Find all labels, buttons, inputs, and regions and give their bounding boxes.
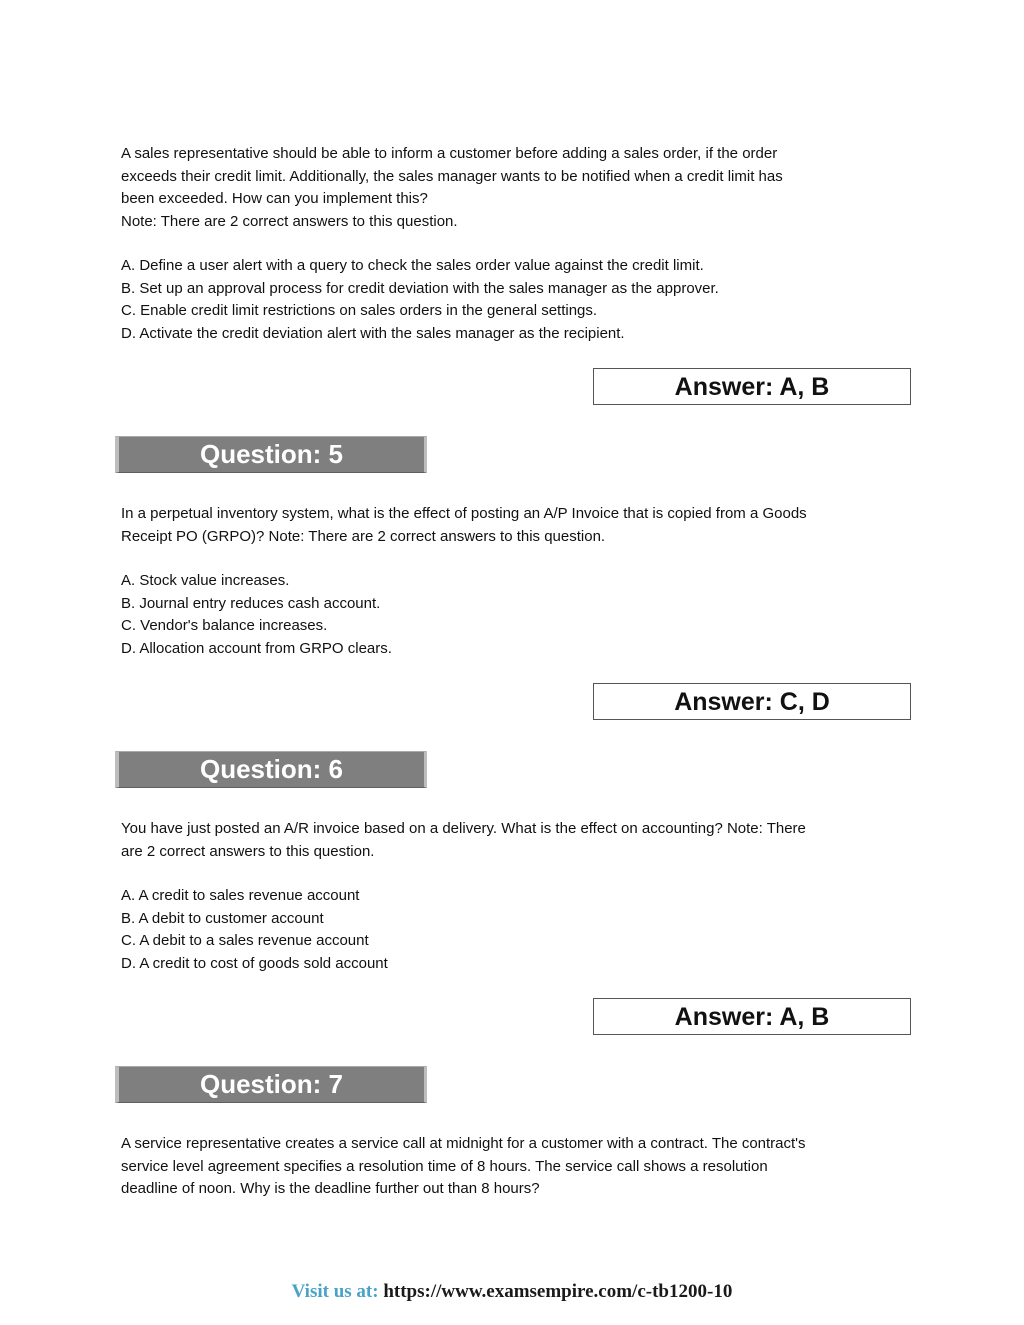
question-6-answer: Answer: A, B [593, 998, 911, 1035]
question-7-heading: Question: 7 [115, 1066, 427, 1103]
question-5-heading: Question: 5 [115, 436, 427, 473]
question-4-stem: A sales representative should be able to inform a customer before adding a sales order, if the order exceeds their credit limit. Additionally, the sales manager wants to be notified when a credit limit has been exceeded. How can you implement this? Note: There are 2 correct answers to this question. [121, 145, 783, 230]
question-4-options: A. Define a user alert with a query to check the sales order value against the credit limit. B. Set up an approval process for credit deviation with the sales manager as the approver. C. Enable credit limit restrictions on sales orders in the general settings. D. Activate the credit deviation alert with the sales manager as the recipient. [121, 257, 719, 342]
question-6-options: A. A credit to sales revenue account B. A debit to customer account C. A debit to a sales revenue account D. A credit to cost of goods sold account [121, 887, 388, 972]
question-5-answer: Answer: C, D [593, 683, 911, 720]
question-5-options: A. Stock value increases. B. Journal entry reduces cash account. C. Vendor's balance increases. D. Allocation account from GRPO clears. [121, 572, 392, 657]
question-6-stem: You have just posted an A/R invoice based on a delivery. What is the effect on accounting? Note: There are 2 correct answers to this question. [121, 820, 806, 860]
question-6-heading: Question: 6 [115, 751, 427, 788]
footer-visit-label: Visit us at: [291, 1281, 379, 1302]
footer-url-link[interactable]: https://www.examsempire.com/c-tb1200-10 [383, 1281, 733, 1302]
question-5-stem: In a perpetual inventory system, what is the effect of posting an A/P Invoice that is copied from a Goods Receipt PO (GRPO)? Note: There are 2 correct answers to this question. [121, 505, 807, 545]
question-4-answer: Answer: A, B [593, 368, 911, 405]
page-footer [0, 1281, 1024, 1303]
question-7-stem: A service representative creates a service call at midnight for a customer with a contract. The contract's service level agreement specifies a resolution time of 8 hours. The service call shows a resolution deadline of noon. Why is the deadline further out than 8 hours? [121, 1135, 806, 1197]
